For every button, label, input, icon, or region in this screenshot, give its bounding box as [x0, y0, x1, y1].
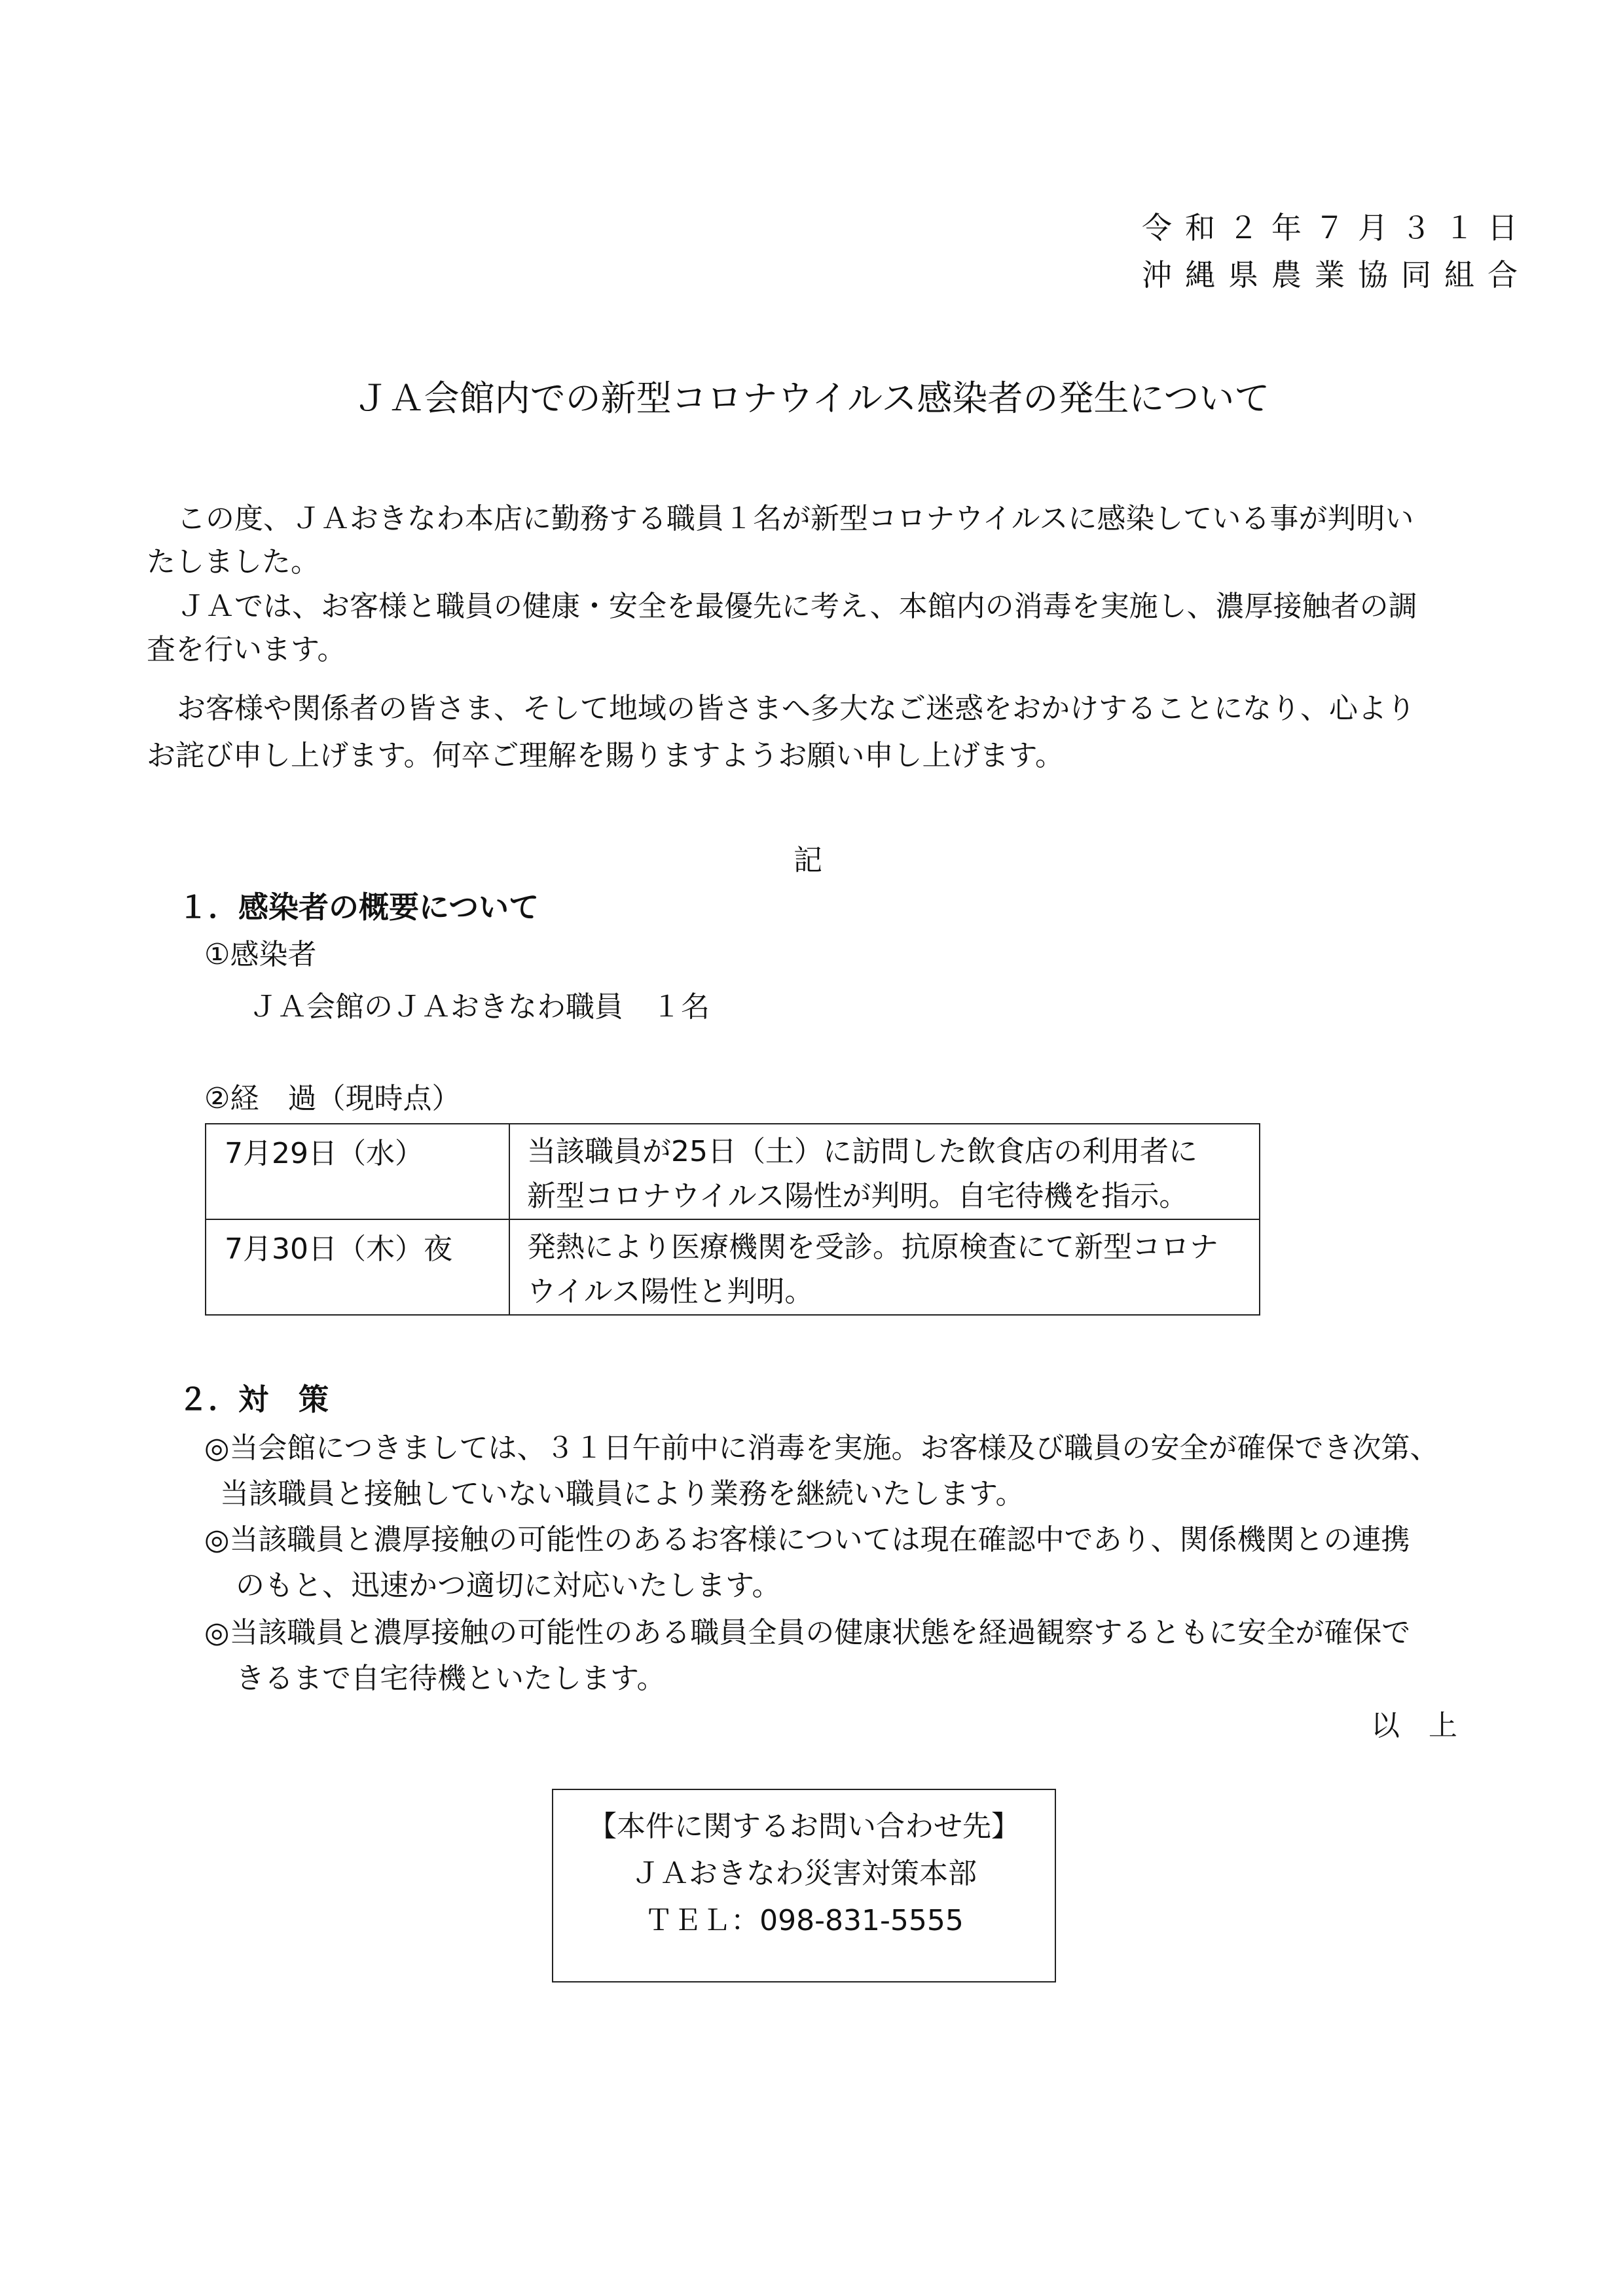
intro-paragraph-2-line-2: 査を行います。 — [147, 633, 346, 666]
measure-3-line-1: ◎当該職員と濃厚接触の可能性のある職員全員の健康状態を経過観察するともに安全が確保で — [204, 1616, 1411, 1649]
contact-department: ＪＡおきなわ災害対策本部 — [631, 1857, 977, 1890]
intro-paragraph-2-line-1: ＪＡでは、お客様と職員の健康・安全を最優先に考え、本館内の消毒を実施し、濃厚接触者の調 — [177, 590, 1417, 623]
section-1-heading: １．感染者の概要について — [178, 889, 539, 925]
infected-label: ①感染者 — [204, 938, 317, 971]
intro-paragraph-3-line-2: お詫び申し上げます。何卒ご理解を賜りますようお願い申し上げます。 — [147, 739, 1064, 772]
table-row — [206, 1219, 1260, 1315]
contact-box — [552, 1789, 1056, 1982]
measure-1-line-1: ◎当会館につきましては、３１日午前中に消毒を実施。お客様及び職員の安全が確保でき次第、 — [204, 1431, 1439, 1465]
infected-value: ＪＡ会館のＪＡおきなわ職員 １名 — [249, 990, 710, 1024]
measure-2-line-1: ◎当該職員と濃厚接触の可能性のあるお客様については現在確認中であり、関係機関との連携 — [204, 1523, 1410, 1556]
contact-heading: 【本件に関するお問い合わせ先】 — [588, 1810, 1020, 1843]
timeline-description — [509, 1219, 1260, 1315]
intro-paragraph-1-line-1: この度、ＪＡおきなわ本店に勤務する職員１名が新型コロナウイルスに感染している事が判明い — [177, 502, 1414, 535]
timeline-date: 7月29日（水） — [206, 1124, 509, 1219]
section-2-heading: ２．対 策 — [178, 1382, 329, 1417]
closing-mark: 以 上 — [1371, 1709, 1457, 1742]
measure-3-line-2: きるまで自宅待機といたします。 — [236, 1662, 666, 1695]
timeline-date: 7月30日（木）夜 — [206, 1219, 509, 1315]
intro-paragraph-1-line-2: たしました。 — [147, 545, 319, 579]
document-date: 令和２年７月３１日 — [1142, 210, 1531, 245]
timeline-description-line: ウイルス陽性と判明。 — [527, 1275, 814, 1308]
timeline-description-line: 当該職員が25日（土）に訪問した飲食店の利用者に — [527, 1135, 1197, 1168]
table-row — [206, 1124, 1260, 1219]
measure-2-line-2: のもと、迅速かつ適切に対応いたします。 — [236, 1569, 781, 1602]
contact-phone: ＴＥＬ：098-831-5555 — [644, 1904, 964, 1937]
document-title: ＪＡ会館内での新型コロナウイルス感染者の発生について — [353, 378, 1270, 419]
timeline-description — [509, 1124, 1260, 1219]
ki-marker: 記 — [793, 844, 822, 877]
timeline-label: ②経 過（現時点） — [204, 1082, 461, 1115]
intro-paragraph-3-line-1: お客様や関係者の皆さま、そして地域の皆さまへ多大なご迷惑をおかけすることになり、心より — [177, 692, 1415, 725]
issuing-organization: 沖縄県農業協同組合 — [1142, 257, 1531, 293]
measure-1-line-2: 当該職員と接触していない職員により業務を継続いたします。 — [220, 1477, 1025, 1511]
timeline-description-line: 発熱により医療機関を受診。抗原検査にて新型コロナ — [527, 1230, 1218, 1264]
timeline-table — [205, 1123, 1260, 1316]
timeline-description-line: 新型コロナウイルス陽性が判明。自宅待機を指示。 — [527, 1179, 1188, 1213]
